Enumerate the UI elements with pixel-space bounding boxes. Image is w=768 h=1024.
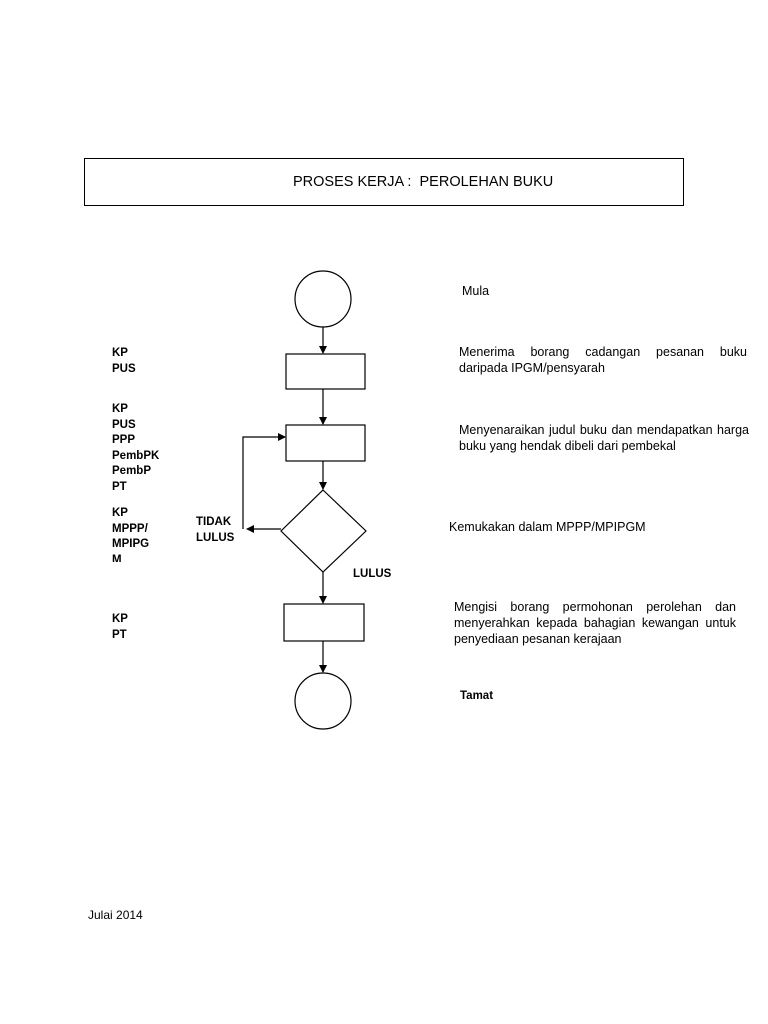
process-box-receive-form — [286, 354, 365, 389]
process-box-fill-form — [284, 604, 364, 641]
role-label: PPP — [112, 434, 136, 446]
role-label: PUS — [112, 362, 136, 375]
step2-roles — [112, 402, 159, 495]
decision-yes-label: LULUS — [353, 568, 392, 580]
step4-roles — [112, 612, 128, 643]
role-label: KP — [112, 347, 128, 359]
start-terminator — [295, 271, 351, 327]
decision-diamond — [281, 490, 366, 572]
footer-date: Julai 2014 — [88, 908, 143, 922]
decision-no-label-1: TIDAK — [196, 516, 232, 528]
role-label: PT — [112, 628, 127, 641]
role-label: PembPK — [112, 449, 160, 462]
step3-description: Kemukakan dalam MPPP/MPIPGM — [449, 520, 646, 534]
role-label: PUS — [112, 418, 136, 431]
start-label: Mula — [462, 284, 490, 298]
role-label: PembP — [112, 465, 151, 477]
end-label: Tamat — [460, 690, 494, 702]
loop-back-line — [243, 437, 285, 529]
step1-roles — [112, 346, 136, 377]
role-label: M — [112, 553, 122, 562]
role-label: KP — [112, 613, 128, 625]
page-title: PROSES KERJA : PEROLEHAN BUKU — [293, 174, 554, 190]
role-label: MPIPG — [112, 538, 150, 550]
role-label: PT — [112, 480, 127, 493]
step2-description: Menyenaraikan judul buku dan mendapatkan harga buku yang hendak dibeli dari pembekal — [459, 423, 749, 453]
decision-no-label-2: LULUS — [196, 532, 235, 544]
role-label: KP — [112, 403, 128, 415]
step3-roles — [112, 506, 149, 562]
process-box-list-books — [286, 425, 365, 461]
step4-description: Mengisi borang permohonan perolehan dan menyerahkan kepada bahagian kewangan untuk penyediaan pesanan kerajaan — [454, 600, 736, 646]
end-terminator — [295, 673, 351, 729]
role-label: KP — [112, 507, 128, 519]
role-label: MPPP/ — [112, 522, 148, 535]
step1-description: Menerima borang cadangan pesanan buku daripada IPGM/pensyarah — [459, 345, 747, 375]
